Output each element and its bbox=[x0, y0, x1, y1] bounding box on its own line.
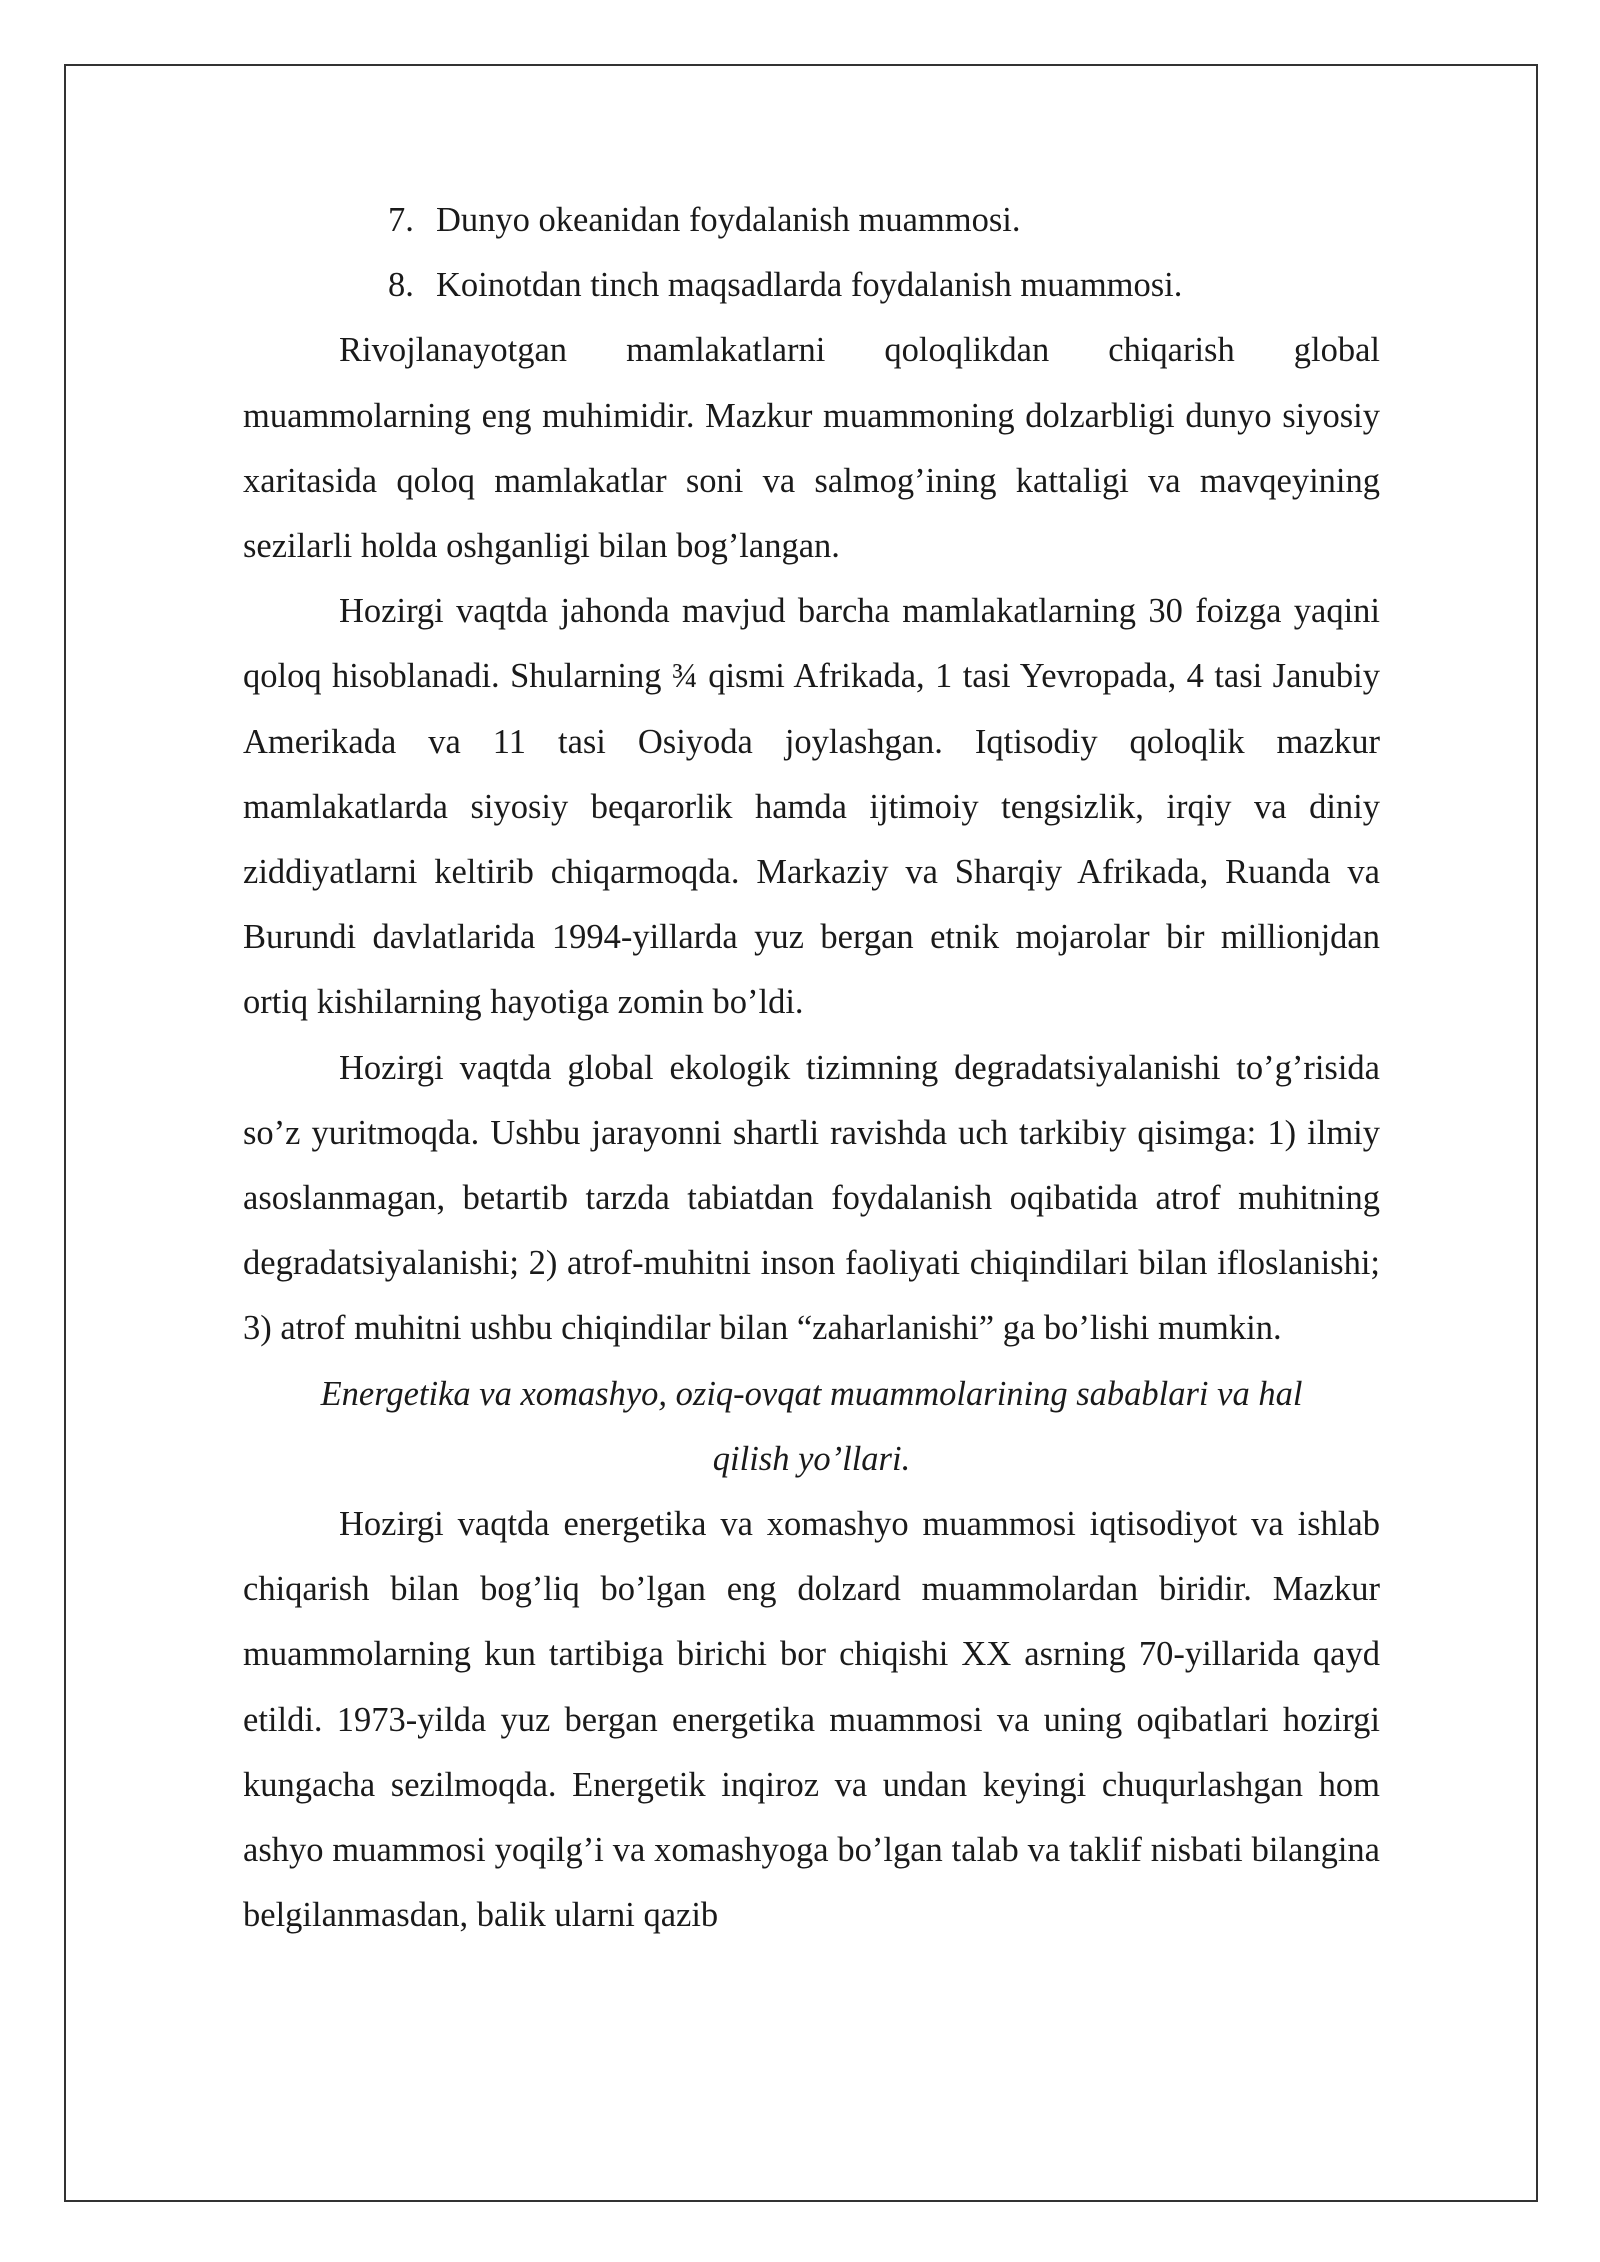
list-number: 8. bbox=[388, 266, 414, 305]
list-number: 7. bbox=[388, 201, 414, 239]
list-item-text: Dunyo okeanidan foydalanish muammosi. bbox=[436, 201, 1021, 239]
paragraph: Hozirgi vaqtda global ekologik tizimning degradatsiyalanishi to’g’risida so’z yuritmoqda. Ushbu jarayonni shartli ravishda uch tarkibiy qisimga: 1) ilmiy asoslanmagan, betartib tarzda tabiatdan foydalanish oqibatida atrof muhitning degradatsiyalanishi; 2) atrof-muhitni inson faoliyati chiqindilari bilan ifloslanishi; 3) atrof muhitni ushbu chiqindilar bilan “zaharlanishi” ga bo’lishi mumkin. bbox=[243, 1048, 1380, 1348]
section-heading-line: Energetika va xomashyo, oziq-ovqat muammolarining sabablari va hal bbox=[320, 1374, 1303, 1413]
document-body bbox=[243, 188, 1380, 1948]
paragraph: Rivojlanayotgan mamlakatlarni qoloqlikdan chiqarish global muammolarning eng muhimidir. Mazkur muammoning dolzarbligi dunyo siyosiy xaritasida qoloq mamlakatlar soni va salmog’ining kattaligi va mavqeyining sezilarli holda oshganligi bilan bog’langan. bbox=[243, 331, 1380, 566]
paragraph: Hozirgi vaqtda energetika va xomashyo muammosi iqtisodiyot va ishlab chiqarish bilan bog’liq bo’lgan eng dolzard muammolardan biridir. Mazkur muammolarning kun tartibiga birichi bor chiqishi XX asrning 70-yillarida qayd etildi. 1973-yilda yuz bergan energetika muammosi va uning oqibatlari hozirgi kungacha sezilmoqda. Energetik inqiroz va undan keyingi chuqurlashgan hom ashyo muammosi yoqilg’i va xomashyoga bo’lgan talab va taklif nisbati bilangina belgilanmasdan, balik ularni qazib bbox=[243, 1505, 1380, 1935]
section-heading-line: qilish yo’llari. bbox=[712, 1439, 911, 1478]
section-heading bbox=[243, 1362, 1380, 1492]
list-item bbox=[243, 188, 1380, 253]
list-item bbox=[243, 253, 1380, 318]
list-item-text: Koinotdan tinch maqsadlarda foydalanish muammosi. bbox=[436, 266, 1183, 305]
paragraph: Hozirgi vaqtda jahonda mavjud barcha mamlakatlarning 30 foizga yaqini qoloq hisoblanadi. Shularning ¾ qismi Afrikada, 1 tasi Yevropada, 4 tasi Janubiy Amerikada va 11 tasi Osiyoda joylashgan. Iqtisodiy qoloqlik mazkur mamlakatlarda siyosiy beqarorlik hamda ijtimoiy tengsizlik, irqiy va diniy ziddiyatlarni keltirib chiqarmoqda. Markaziy va Sharqiy Afrikada, Ruanda va Burundi davlatlarida 1994-yillarda yuz bergan etnik mojarolar bir millionjdan ortiq kishilarning hayotiga zomin bo’ldi. bbox=[243, 592, 1380, 1022]
